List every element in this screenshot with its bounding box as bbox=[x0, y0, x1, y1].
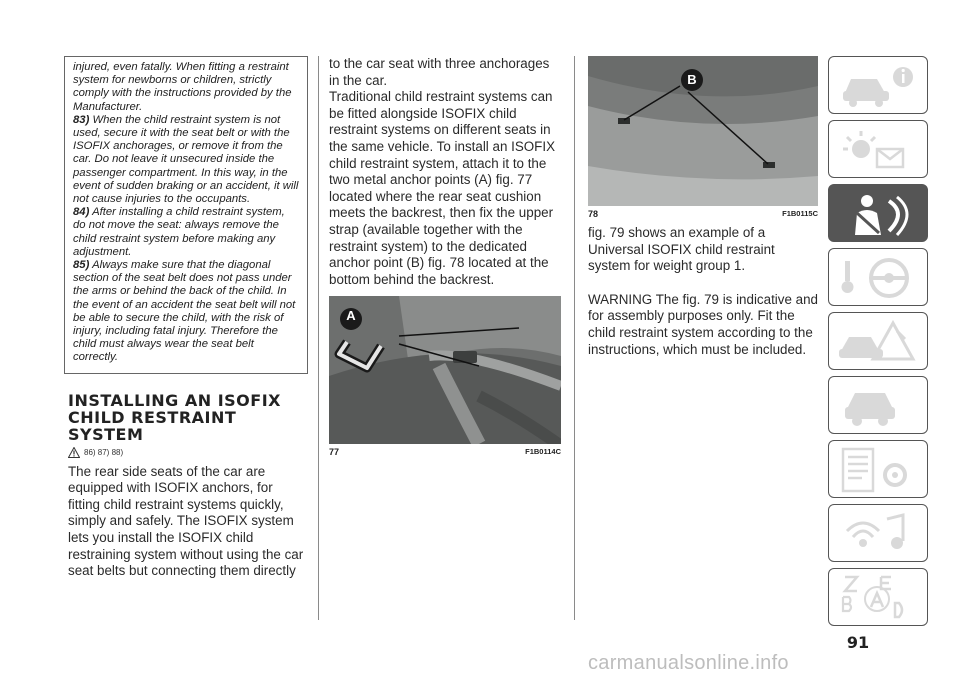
tab-multimedia[interactable] bbox=[828, 504, 928, 562]
warning-lights-icon bbox=[837, 127, 921, 173]
data-sheet-icon bbox=[837, 447, 921, 493]
warning-paragraph: WARNING The fig. 79 is indicative and for assembly purposes only. Fit the child restraint system according to the instructions, which must be included. bbox=[588, 291, 818, 357]
heading-line: SYSTEM bbox=[68, 424, 144, 444]
right-column bbox=[588, 56, 818, 358]
figure-77-image bbox=[329, 296, 561, 444]
isofix-anchor-illustration bbox=[329, 296, 561, 444]
heading-line: CHILD RESTRAINT bbox=[68, 407, 237, 427]
install-paragraph: Traditional child restraint systems can be fitted alongside ISOFIX child restraint systems on different seats in the same vehicle. To install an ISOFIX child restraint system, attach it to the two metal anchor points (A) fig. 77 located where the rear seat cushion meets the backrest, then fix the upper strap (available together with the restraint system) to the dedicated anchor point (B) fig. 78 located at the bottom behind the backrest. bbox=[329, 89, 556, 287]
warning-box bbox=[64, 56, 308, 374]
warning-item bbox=[73, 206, 299, 259]
watermark: carmanualsonline.info bbox=[588, 652, 789, 674]
car-service-icon bbox=[837, 383, 921, 429]
left-column bbox=[64, 56, 308, 580]
car-info-icon bbox=[837, 63, 921, 109]
tab-starting-driving[interactable] bbox=[828, 248, 928, 306]
continuation-paragraph: to the car seat with three anchorages in the car. bbox=[329, 56, 550, 88]
tab-technical-data[interactable] bbox=[828, 440, 928, 498]
tab-index[interactable] bbox=[828, 568, 928, 626]
warning-number: 84) bbox=[73, 206, 90, 219]
warning-triangle-icon bbox=[68, 447, 80, 458]
warning-number: 85) bbox=[73, 259, 90, 272]
middle-column bbox=[329, 56, 561, 457]
tab-safety[interactable] bbox=[828, 184, 928, 242]
figure-number: 78 bbox=[588, 209, 599, 219]
section-heading bbox=[68, 392, 308, 443]
figure-code: F1B0115C bbox=[782, 209, 818, 218]
warning-text: When the child restraint system is not used, secure it with the seat belt or with the ISOFIX anchorages, or remove it from the car. Do not leave it unsecured inside the passenger compartment. In this way, in the event of sudden braking or an accident, it will not cause injuries to the occupants. bbox=[73, 113, 299, 206]
heading-line: INSTALLING AN ISOFIX bbox=[68, 390, 281, 410]
steering-key-icon bbox=[837, 255, 921, 301]
figure-78-caption bbox=[588, 206, 818, 219]
seatbelt-airbag-icon bbox=[837, 191, 921, 237]
column-divider bbox=[318, 56, 319, 620]
alphabet-index-icon bbox=[837, 575, 921, 621]
figure-number: 77 bbox=[329, 447, 340, 458]
multimedia-icon bbox=[837, 511, 921, 557]
refs-text: 86) 87) 88) bbox=[84, 447, 124, 457]
figure-77-caption bbox=[329, 444, 561, 457]
warning-item bbox=[73, 259, 299, 365]
intro-paragraph: The rear side seats of the car are equipped with ISOFIX anchors, for fitting child restraint systems quickly, simply and safely. The ISOFIX system lets you install the ISOFIX child restraining system without using the car seat belts but connecting them directly bbox=[68, 463, 304, 579]
fig79-paragraph: fig. 79 shows an example of a Universal ISOFIX child restraint system for weight group 1. bbox=[588, 225, 775, 274]
tab-lights-messages[interactable] bbox=[828, 120, 928, 178]
breakdown-car-icon bbox=[837, 319, 921, 365]
tab-emergency[interactable] bbox=[828, 312, 928, 370]
warning-item bbox=[73, 114, 299, 206]
warning-text: After installing a child restraint system, do not move the seat: always remove the child restraint system before making any adjustment. bbox=[73, 206, 285, 258]
warning-text: Always make sure that the diagonal section of the seat belt does not pass under the arms or behind the back of the child. In the event of an accident the seat belt will not be able to secure the child, with the risk of injury, including fatal injury. Therefore the child must always wear the seat belt correctly. bbox=[73, 259, 296, 364]
tab-servicing[interactable] bbox=[828, 376, 928, 434]
page-number: 91 bbox=[846, 633, 870, 652]
figure-78-image bbox=[588, 56, 818, 206]
callout-a: A bbox=[346, 308, 356, 324]
warning-number: 83) bbox=[73, 113, 90, 126]
warning-refs bbox=[68, 447, 308, 458]
column-divider bbox=[574, 56, 575, 620]
tab-dashboard-info[interactable] bbox=[828, 56, 928, 114]
tether-anchor-illustration bbox=[588, 56, 818, 206]
warning-intro: injured, even fatally. When fitting a restraint system for newborns or children, strictly comply with the instructions provided by the Manufacturer. bbox=[73, 61, 292, 113]
figure-code: F1B0114C bbox=[525, 447, 561, 457]
callout-b: B bbox=[687, 72, 697, 87]
